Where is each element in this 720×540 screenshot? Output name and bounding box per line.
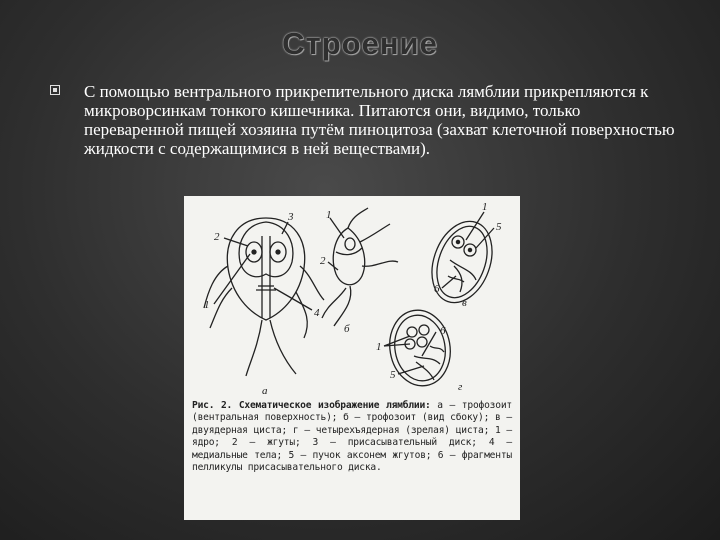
label-g-6: 6 bbox=[440, 325, 446, 337]
label-b-sub: б bbox=[344, 323, 350, 335]
giardia-figure bbox=[184, 196, 520, 520]
label-a-2: 2 bbox=[214, 231, 220, 243]
slide-title: Строение bbox=[282, 26, 438, 61]
label-g-sub: г bbox=[458, 381, 463, 393]
label-v-5: 5 bbox=[496, 221, 502, 233]
label-b-2: 2 bbox=[320, 255, 326, 267]
label-a-4: 4 bbox=[314, 307, 320, 319]
bullet-item bbox=[50, 82, 680, 158]
giardia-illustration bbox=[184, 196, 520, 400]
label-v-6: 6 bbox=[434, 283, 440, 295]
label-v-sub: в bbox=[462, 297, 467, 309]
bullet-square-icon bbox=[50, 85, 60, 95]
label-v-1: 1 bbox=[482, 201, 488, 213]
figure-caption bbox=[192, 400, 512, 474]
caption-heading: Рис. 2. Схематическое изображение лямблии: bbox=[192, 400, 431, 411]
label-a-1: 1 bbox=[204, 299, 210, 311]
label-g-1: 1 bbox=[376, 341, 382, 353]
label-g-5: 5 bbox=[390, 369, 396, 381]
label-a-sub: а bbox=[262, 385, 268, 397]
bullet-text: С помощью вентрального прикрепительного диска лямблии прикрепляются к микроворсинкам тонкого кишечника. Питаются они, видимо, только переваренной пищей хозяина путём пиноцитоза (захват клеточной поверхностью жидкости с содержащимися в ней веществами). bbox=[84, 82, 675, 158]
caption-body: а — трофозоит (вентральная поверхность); б — трофозоит (вид сбоку); в — двуядерная циста; г — четырехъядерная (зрелая) циста; 1 — ядро; 2 — жгуты; 3 — присасывательный диск; 4 — медиальные тела; 5 — пучок аксонем жгутов; 6 — фрагменты пелликулы присасывательного диска. bbox=[192, 400, 512, 474]
trophozoite-ventral-drawing bbox=[204, 218, 324, 376]
label-b-1: 1 bbox=[326, 209, 332, 221]
label-a-3: 3 bbox=[288, 211, 294, 223]
